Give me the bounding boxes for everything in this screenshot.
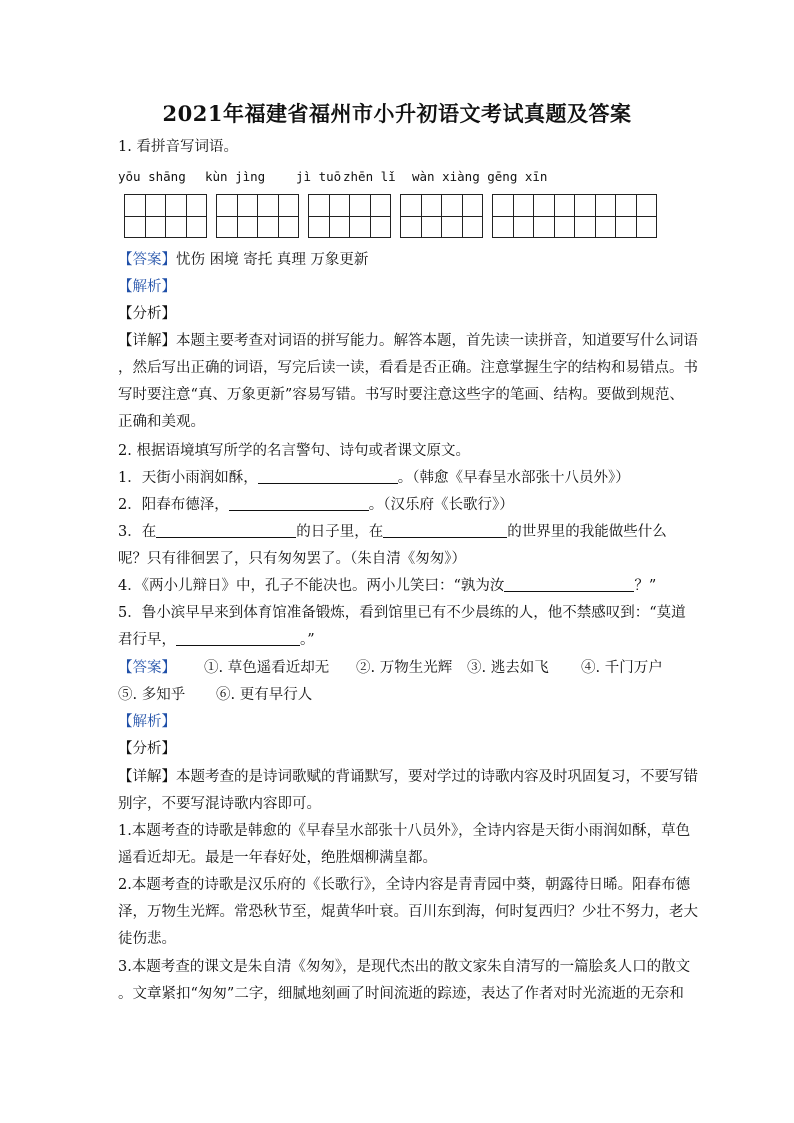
answer-tag: 【答案】 <box>118 252 176 268</box>
fill-blank[interactable] <box>156 522 296 538</box>
item-text: 。（汉乐府《长歌行》） <box>368 497 514 513</box>
detail-line: 1.本题考查的诗歌是韩愈的《早春呈水部张十八员外》，全诗内容是天街小雨润如酥，草色 <box>118 823 691 839</box>
fill-item-5: 5．鲁小滨早早来到体育馆准备锻炼，看到馆里已有不少晨练的人，他不禁感叹到：“莫道 <box>118 605 686 621</box>
fill-item-2 <box>118 495 678 515</box>
item-text: 2．阳春布德泽， <box>118 497 229 513</box>
fill-item-3 <box>118 522 678 542</box>
fill-item-5-cont <box>118 630 678 650</box>
fill-blank[interactable] <box>176 630 300 646</box>
grid-group-3 <box>308 194 391 238</box>
analysis-tag: 【解析】 <box>118 279 176 295</box>
answer-item: ④. 千门万户 <box>581 660 663 676</box>
item-text: ？” <box>634 578 657 594</box>
fill-item-4 <box>118 576 678 596</box>
answer-line-2-cont <box>118 685 678 705</box>
grid-cell[interactable] <box>257 194 299 238</box>
grid-cell[interactable] <box>615 194 657 238</box>
grid-cell[interactable] <box>165 194 207 238</box>
grid-group-4 <box>400 194 483 238</box>
answer-item: ①. 草色遥看近却无 <box>204 660 330 676</box>
answer-item: ③. 逃去如飞 <box>467 660 549 676</box>
fill-blank[interactable] <box>229 495 369 511</box>
grid-cell[interactable] <box>492 194 534 238</box>
detail-line: 。文章紧扣“匆匆”二字，细腻地刻画了时间流逝的踪迹，表达了作者对时光流逝的无奈和 <box>118 986 684 1002</box>
question-1-prompt: 1. 看拼音写词语。 <box>118 139 238 155</box>
pinyin-1: yōu shāng <box>118 169 186 184</box>
fenxi-tag: 【分析】 <box>118 741 176 757</box>
fill-blank[interactable] <box>504 576 634 592</box>
item-text: 3．在 <box>118 524 157 540</box>
grid-group-1 <box>124 194 207 238</box>
pinyin-5: wàn xiàng gēng xīn <box>412 169 548 184</box>
detail-line: 泽，万物生光辉。常恐秋节至，焜黄华叶衰。百川东到海，何时复西归？少壮不努力，老大 <box>118 904 698 920</box>
detail-line: 【详解】本题考查的是诗词歌赋的背诵默写，要对学过的诗歌内容及时巩固复习，不要写错 <box>118 769 698 785</box>
grid-cell[interactable] <box>308 194 350 238</box>
grid-cell[interactable] <box>400 194 442 238</box>
answer-tag: 【答案】 <box>118 660 176 676</box>
grid-cell[interactable] <box>216 194 258 238</box>
grid-cell[interactable] <box>574 194 616 238</box>
detail-line: 2.本题考查的诗歌是汉乐府的《长歌行》，全诗内容是青青园中葵，朝露待日晞。阳春布德 <box>118 877 691 893</box>
item-text: 君行早， <box>118 632 176 648</box>
detail-line: 别字，不要写混诗歌内容即可。 <box>118 796 321 812</box>
item-text: 1．天街小雨润如酥， <box>118 470 258 486</box>
answer-item: ⑤. 多知乎 <box>118 687 186 703</box>
answer-item: ②. 万物生光辉 <box>356 660 453 676</box>
answer-line-1 <box>118 250 678 270</box>
pinyin-2: kùn jìng <box>205 169 266 184</box>
grid-group-2 <box>216 194 299 238</box>
fenxi-tag: 【分析】 <box>118 306 176 322</box>
item-text: 。” <box>300 632 315 648</box>
detail-line: 写时要注意“真、万象更新”容易写错。书写时要注意这些字的笔画、结构。要做到规范、 <box>118 387 684 403</box>
detail-line: 正确和美观。 <box>118 414 205 430</box>
grid-group-5 <box>492 194 657 238</box>
answer-text: 忧伤 困境 寄托 真理 万象更新 <box>176 252 369 268</box>
fill-blank[interactable] <box>258 468 398 484</box>
grid-cell[interactable] <box>124 194 166 238</box>
analysis-tag: 【解析】 <box>118 714 176 730</box>
page-title: 2021年福建省福州市小升初语文考试真题及答案 <box>162 101 632 126</box>
detail-line: ，然后写出正确的词语，写完后读一读，看看是否正确。注意掌握生字的结构和易错点。书 <box>118 360 698 376</box>
detail-line: 【详解】本题主要考查对词语的拼写能力。解答本题，首先读一读拼音，知道要写什么词语 <box>118 333 698 349</box>
detail-line: 徒伤悲。 <box>118 931 176 947</box>
pinyin-4: zhēn lǐ <box>343 169 396 184</box>
grid-cell[interactable] <box>533 194 575 238</box>
fill-item-1 <box>118 468 678 488</box>
item-text: 的世界里的我能做些什么 <box>507 524 667 540</box>
answer-item: ⑥. 更有早行人 <box>216 687 313 703</box>
item-text: 。（韩愈《早春呈水部张十八员外》） <box>397 470 630 486</box>
item-text: 4．《两小儿辩日》中，孔子不能决也。两小儿笑曰：“孰为汝 <box>118 578 505 594</box>
item-text: 的日子里，在 <box>296 524 384 540</box>
question-2-prompt: 2. 根据语境填写所学的名言警句、诗句或者课文原文。 <box>118 443 470 459</box>
pinyin-3: jì tuō <box>296 169 342 184</box>
pinyin-row <box>118 169 678 185</box>
grid-cell[interactable] <box>441 194 483 238</box>
answer-line-2 <box>118 658 678 678</box>
fill-item-3-cont: 呢？只有徘徊罢了，只有匆匆罢了。（朱自清《匆匆》） <box>118 551 466 567</box>
grid-cell[interactable] <box>349 194 391 238</box>
fill-blank[interactable] <box>383 522 507 538</box>
detail-line: 3.本题考查的课文是朱自清《匆匆》，是现代杰出的散文家朱自清写的一篇脍炙人口的散文 <box>118 959 691 975</box>
detail-line: 遥看近却无。最是一年春好处，绝胜烟柳满皇都。 <box>118 850 437 866</box>
